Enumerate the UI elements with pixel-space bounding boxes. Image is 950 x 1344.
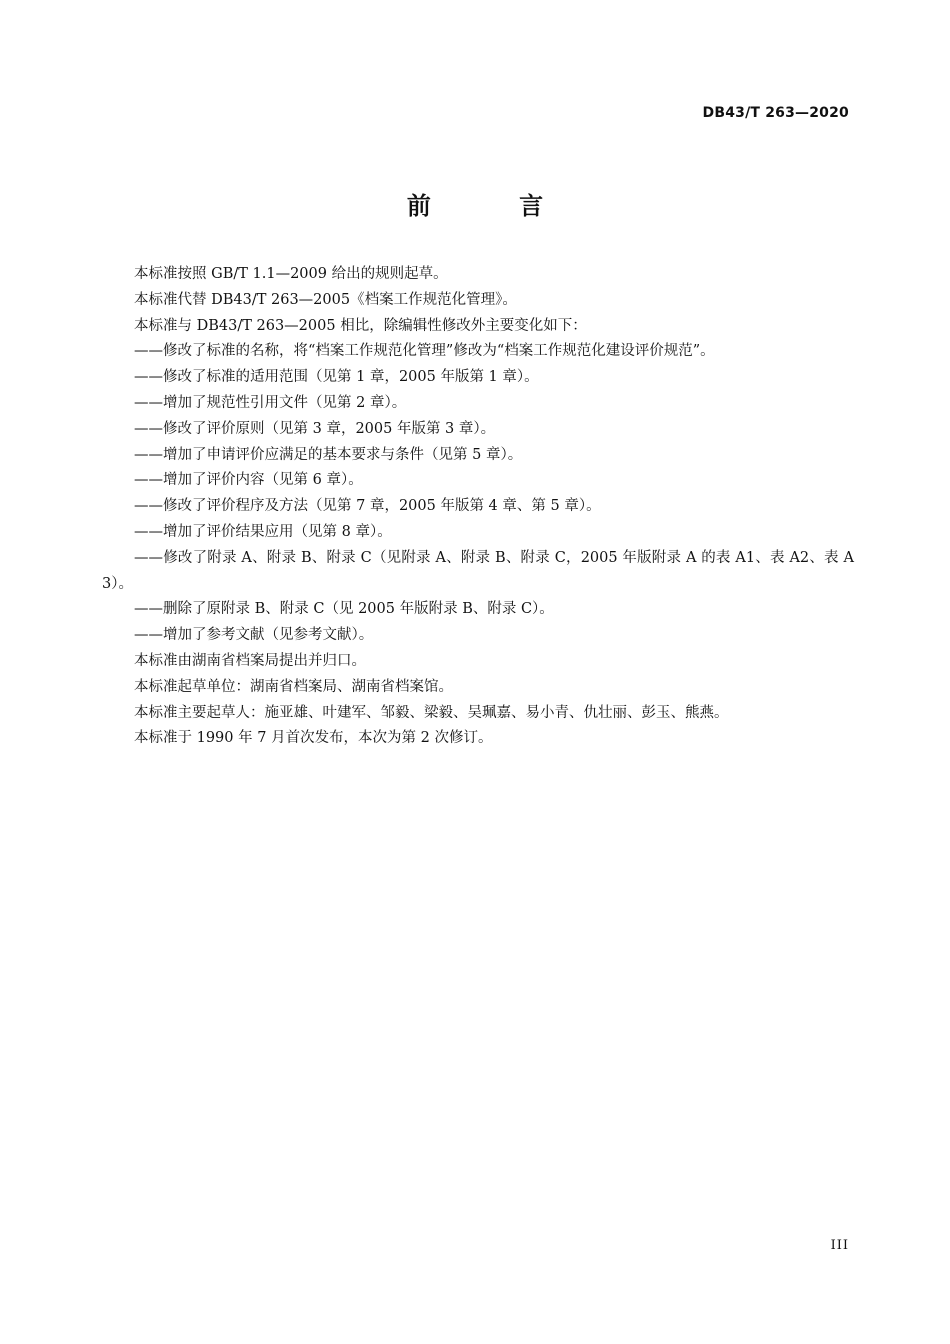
change-item: ——增加了规范性引用文件（见第 2 章）。 — [134, 394, 407, 411]
page-number: III — [830, 1238, 849, 1253]
change-item: ——增加了评价结果应用（见第 8 章）。 — [134, 523, 392, 540]
change-item: ——修改了标准的名称，将“档案工作规范化管理”修改为“档案工作规范化建设评价规范”。 — [134, 343, 715, 360]
change-item: ——修改了附录 A、附录 B、附录 C（见附录 A、附录 B、附录 C，2005 年版附录 A 的表 A1、表 A2、表 A3）。 — [102, 549, 854, 592]
page-title: 前 言 — [406, 192, 584, 220]
paragraph-drafting-units: 本标准起草单位：湖南省档案局、湖南省档案馆。 — [134, 678, 453, 695]
paragraph-proposer: 本标准由湖南省档案局提出并归口。 — [134, 652, 366, 669]
change-item: ——修改了评价程序及方法（见第 7 章，2005 年版第 4 章、第 5 章）。 — [134, 498, 601, 515]
foreword-body — [102, 262, 854, 752]
standard-number: DB43/T 263—2020 — [702, 105, 849, 121]
paragraph-release-history: 本标准于 1990 年 7 月首次发布，本次为第 2 次修订。 — [134, 730, 493, 747]
paragraph-drafters: 本标准主要起草人：施亚雄、叶建军、邹毅、梁毅、吴珮嘉、易小青、仇壮丽、彭玉、熊燕。 — [134, 704, 729, 721]
change-item: ——增加了评价内容（见第 6 章）。 — [134, 472, 363, 489]
change-item: ——修改了标准的适用范围（见第 1 章，2005 年版第 1 章）。 — [134, 369, 539, 386]
paragraph-changes-intro: 本标准与 DB43/T 263—2005 相比，除编辑性修改外主要变化如下： — [134, 317, 587, 334]
change-item: ——修改了评价原则（见第 3 章，2005 年版第 3 章）。 — [134, 420, 496, 437]
change-item: ——增加了参考文献（见参考文献）。 — [134, 627, 374, 644]
change-item: ——删除了原附录 B、附录 C（见 2005 年版附录 B、附录 C）。 — [134, 601, 554, 618]
paragraph-replaces: 本标准代替 DB43/T 263—2005《档案工作规范化管理》。 — [134, 291, 517, 308]
paragraph-drafting-rules: 本标准按照 GB/T 1.1—2009 给出的规则起草。 — [134, 266, 448, 282]
change-item: ——增加了申请评价应满足的基本要求与条件（见第 5 章）。 — [134, 446, 523, 463]
